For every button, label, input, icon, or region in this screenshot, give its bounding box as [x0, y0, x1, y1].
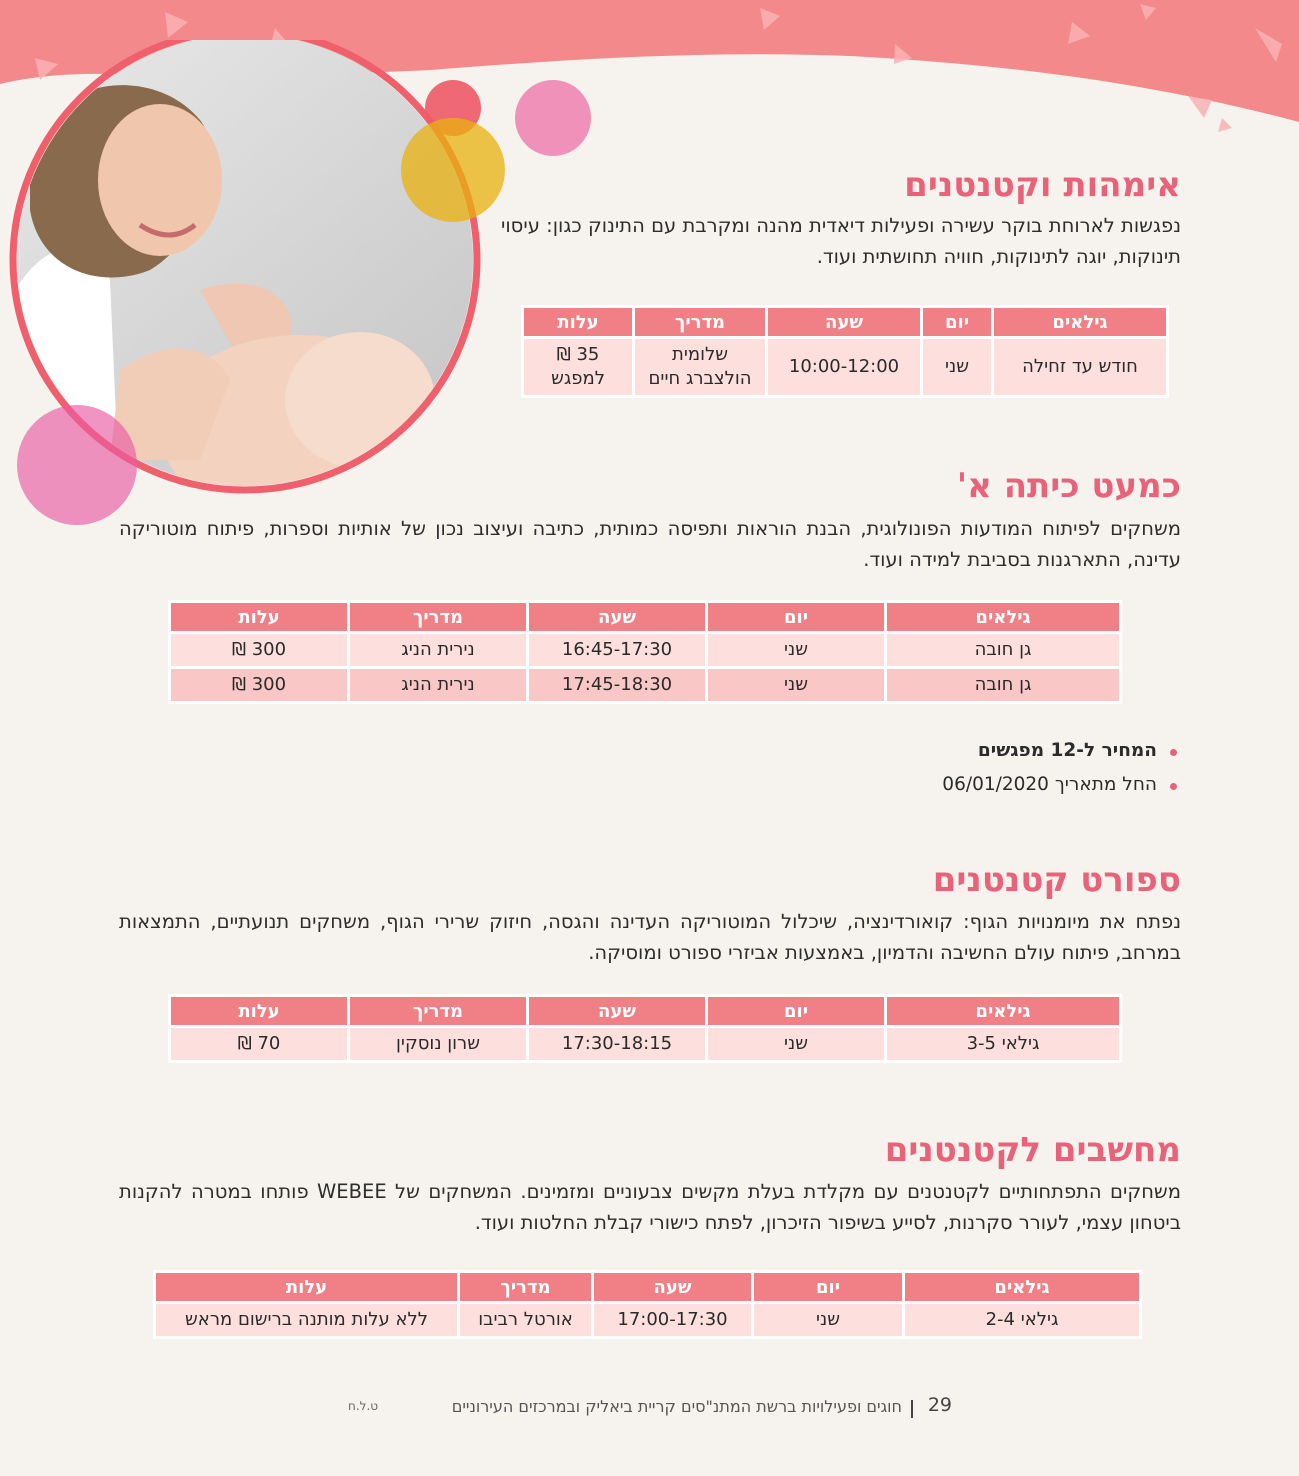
notes-list — [942, 734, 1159, 802]
cell-ages: גן חובה — [887, 634, 1119, 666]
footer-code: ט.ל.ח — [348, 1399, 379, 1413]
col-instructor-header: מדריך — [635, 308, 765, 336]
section-description: נפתח את מיומנויות הגוף: קואורדינציה, שיכלול המוטוריקה העדינה והגסה, חיזוק שרירי הגוף, משחקים תנועתיים, התמצאות במרחב, פיתוח עולם החשיבה והדמיון, באמצעות אביזרי ספורט ומוסיקה. — [119, 910, 1181, 964]
footer-text: חוגים ופעילויות ברשת המתנ"סים קריית ביאליק ובמרכזים העירוניים — [451, 1397, 902, 1416]
page-number: 29 — [927, 1394, 952, 1416]
col-day-header: יום — [923, 308, 991, 336]
bullet-dot-icon — [1170, 783, 1177, 790]
col-cost-header: עלות — [171, 997, 347, 1025]
list-item — [942, 768, 1159, 802]
col-ages-header: גילאים — [905, 1273, 1139, 1301]
cell-time: 17:30-18:15 — [529, 1028, 705, 1060]
cell-instructor: נירית הניג — [350, 634, 526, 666]
note-price: המחיר ל-12 מפגשים — [977, 740, 1157, 761]
col-instructor-header: מדריך — [350, 603, 526, 631]
col-ages-header: גילאים — [994, 308, 1166, 336]
col-time-header: שעה — [594, 1273, 751, 1301]
cell-day: שני — [708, 669, 884, 701]
cell-day: שני — [754, 1304, 902, 1336]
note-start-date: החל מתאריך 06/01/2020 — [942, 774, 1157, 795]
table-row — [524, 339, 1166, 395]
col-day-header: יום — [754, 1273, 902, 1301]
col-ages-header: גילאים — [887, 603, 1119, 631]
footer-divider — [911, 1400, 913, 1418]
cell-ages: גילאי 2-4 — [905, 1304, 1139, 1336]
schedule-table — [168, 600, 1122, 704]
table-row — [171, 1028, 1119, 1060]
schedule-table — [168, 994, 1122, 1063]
col-ages-header: גילאים — [887, 997, 1119, 1025]
col-cost-header: עלות — [524, 308, 632, 336]
cell-cost: 300 ₪ — [171, 634, 347, 666]
col-cost-header: עלות — [171, 603, 347, 631]
table-row — [156, 1304, 1139, 1336]
cell-ages: גילאי 3-5 — [887, 1028, 1119, 1060]
cell-cost: 300 ₪ — [171, 669, 347, 701]
col-time-header: שעה — [768, 308, 920, 336]
cell-cost: 35 ₪ למפגש — [524, 339, 632, 395]
bullet-dot-icon — [1170, 749, 1177, 756]
cell-time: 17:00-17:30 — [594, 1304, 751, 1336]
cell-cost: 70 ₪ — [171, 1028, 347, 1060]
cell-instructor: שלומית הולצברג חיים — [635, 339, 765, 395]
col-time-header: שעה — [529, 997, 705, 1025]
section-title: מחשבים לקטנטנים — [884, 1130, 1181, 1170]
cell-ages: חודש עד זחילה — [994, 339, 1166, 395]
cell-time: 10:00-12:00 — [768, 339, 920, 395]
schedule-table — [153, 1270, 1142, 1339]
col-day-header: יום — [708, 603, 884, 631]
col-instructor-header: מדריך — [460, 1273, 591, 1301]
cell-time: 16:45-17:30 — [529, 634, 705, 666]
page-footer — [340, 1394, 960, 1424]
list-item — [942, 734, 1159, 768]
section-description: משחקים התפתחותיים לקטנטנים עם מקלדת בעלת מקשים צבעוניים ומזמינים. המשחקים של WEBEE פותחו במטרה להקנות ביטחון עצמי, לעורר סקרנות, לסייע בשיפור הזיכרון, לפתח כישורי קבלת החלטות ועוד. — [119, 1180, 1181, 1234]
cell-time: 17:45-18:30 — [529, 669, 705, 701]
table-row — [171, 634, 1119, 666]
col-instructor-header: מדריך — [350, 997, 526, 1025]
section-description: משחקים לפיתוח המודעות הפונולוגית, הבנת הוראות ותפיסה כמותית, כתיבה ועיצוב נכון של אותיות וספרות, פיתוח מוטוריקה עדינה, התארגנות בסביבת למידה ועוד. — [119, 517, 1181, 571]
cell-instructor: נירית הניג — [350, 669, 526, 701]
col-day-header: יום — [708, 997, 884, 1025]
cell-instructor: שרון נוסקין — [350, 1028, 526, 1060]
cell-instructor: אורטל רביבו — [460, 1304, 591, 1336]
section-title: כמעט כיתה א' — [956, 466, 1181, 506]
cell-day: שני — [708, 1028, 884, 1060]
cell-ages: גן חובה — [887, 669, 1119, 701]
cell-day: שני — [708, 634, 884, 666]
col-cost-header: עלות — [156, 1273, 457, 1301]
section-title: ספורט קטנטנים — [932, 860, 1181, 900]
section-title: אימהות וקטנטנים — [904, 165, 1181, 205]
cell-cost: ללא עלות מותנה ברישום מראש — [156, 1304, 457, 1336]
table-row — [171, 669, 1119, 701]
schedule-table — [521, 305, 1169, 398]
section-description: נפגשות לארוחת בוקר עשירה ופעילות דיאדית מהנה ומקרבת עם התינוק כגון: עיסוי תינוקות, יוגה לתינוקות, חוויה תחושתית ועוד. — [501, 214, 1181, 268]
cell-day: שני — [923, 339, 991, 395]
mother-and-baby-photo — [0, 40, 600, 540]
col-time-header: שעה — [529, 603, 705, 631]
